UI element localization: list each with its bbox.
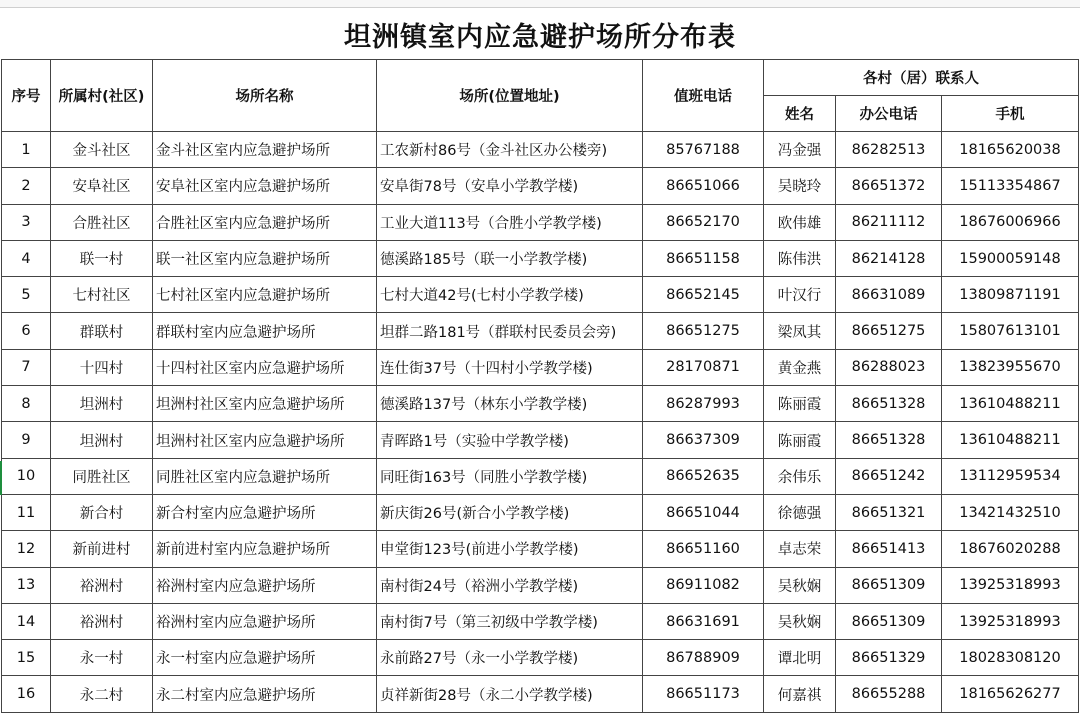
cell-office-phone[interactable]: 86651328: [836, 422, 942, 458]
cell-duty-phone[interactable]: 86652145: [643, 277, 764, 313]
cell-mobile[interactable]: 13823955670: [942, 349, 1079, 385]
cell-duty-phone[interactable]: 85767188: [643, 132, 764, 168]
table-row: [2, 386, 1079, 422]
header-contact-group[interactable]: 各村（居）联系人: [764, 60, 1079, 96]
cell-office-phone[interactable]: 86651329: [836, 640, 942, 676]
cell-address[interactable]: 申堂街123号(前进小学教学楼): [377, 531, 643, 567]
cell-village[interactable]: 裕洲村: [51, 567, 153, 603]
cell-seq[interactable]: 13: [2, 567, 51, 603]
cell-address[interactable]: 工业大道113号（合胜小学教学楼): [377, 204, 643, 240]
header-contact-name[interactable]: 姓名: [764, 96, 836, 132]
cell-name[interactable]: 金斗社区室内应急避护场所: [153, 132, 377, 168]
table-row: [2, 640, 1079, 676]
cell-mobile[interactable]: 15807613101: [942, 313, 1079, 349]
table-row: [2, 204, 1079, 240]
cell-office-phone[interactable]: 86631089: [836, 277, 942, 313]
cell-village[interactable]: 安阜社区: [51, 168, 153, 204]
header-address[interactable]: 场所(位置地址): [377, 60, 643, 132]
cell-office-phone[interactable]: 86651309: [836, 567, 942, 603]
cell-address[interactable]: 同旺街163号（同胜小学教学楼): [377, 458, 643, 494]
cell-office-phone[interactable]: 86214128: [836, 240, 942, 276]
cell-address[interactable]: 连仕街37号（十四村小学教学楼): [377, 349, 643, 385]
cell-mobile[interactable]: 13925318993: [942, 567, 1079, 603]
cell-contact-name[interactable]: 叶汉行: [764, 277, 836, 313]
cell-name[interactable]: 七村社区室内应急避护场所: [153, 277, 377, 313]
cell-mobile[interactable]: 13809871191: [942, 277, 1079, 313]
table-row: [2, 277, 1079, 313]
cell-name[interactable]: 永二村室内应急避护场所: [153, 676, 377, 712]
header-mobile[interactable]: 手机: [942, 96, 1079, 132]
cell-address[interactable]: 新庆街26号(新合小学教学楼): [377, 494, 643, 530]
cell-contact-name[interactable]: 冯金强: [764, 132, 836, 168]
cell-office-phone[interactable]: 86288023: [836, 349, 942, 385]
cell-duty-phone[interactable]: 86651158: [643, 240, 764, 276]
cell-village[interactable]: 坦洲村: [51, 386, 153, 422]
cell-name[interactable]: 裕洲村室内应急避护场所: [153, 603, 377, 639]
cell-office-phone[interactable]: 86655288: [836, 676, 942, 712]
cell-village[interactable]: 新合村: [51, 494, 153, 530]
cell-seq[interactable]: 5: [2, 277, 51, 313]
cell-village[interactable]: 新前进村: [51, 531, 153, 567]
cell-name[interactable]: 联一社区室内应急避护场所: [153, 240, 377, 276]
cell-name[interactable]: 安阜社区室内应急避护场所: [153, 168, 377, 204]
cell-seq[interactable]: 1: [2, 132, 51, 168]
cell-duty-phone[interactable]: 28170871: [643, 349, 764, 385]
cell-seq[interactable]: 7: [2, 349, 51, 385]
cell-contact-name[interactable]: 梁凤其: [764, 313, 836, 349]
cell-mobile[interactable]: 18676006966: [942, 204, 1079, 240]
cell-duty-phone[interactable]: 86652635: [643, 458, 764, 494]
cell-name[interactable]: 新前进村室内应急避护场所: [153, 531, 377, 567]
cell-seq[interactable]: 10: [2, 458, 51, 494]
cell-office-phone[interactable]: 86651413: [836, 531, 942, 567]
cell-address[interactable]: 安阜街78号（安阜小学教学楼): [377, 168, 643, 204]
cell-address[interactable]: 坦群二路181号（群联村民委员会旁): [377, 313, 643, 349]
spreadsheet-top-strip: [0, 0, 1080, 8]
cell-duty-phone[interactable]: 86651160: [643, 531, 764, 567]
cell-mobile[interactable]: 18028308120: [942, 640, 1079, 676]
cell-office-phone[interactable]: 86651309: [836, 603, 942, 639]
cell-seq[interactable]: 8: [2, 386, 51, 422]
cell-village[interactable]: 裕洲村: [51, 603, 153, 639]
table-row: [2, 676, 1079, 712]
cell-mobile[interactable]: 13925318993: [942, 603, 1079, 639]
cell-contact-name[interactable]: 徐德强: [764, 494, 836, 530]
cell-contact-name[interactable]: 吴秋娴: [764, 567, 836, 603]
cell-address[interactable]: 贞祥新街28号（永二小学教学楼): [377, 676, 643, 712]
cell-seq[interactable]: 11: [2, 494, 51, 530]
cell-name[interactable]: 永一村室内应急避护场所: [153, 640, 377, 676]
cell-office-phone[interactable]: 86651321: [836, 494, 942, 530]
cell-duty-phone[interactable]: 86637309: [643, 422, 764, 458]
table-row: [2, 531, 1079, 567]
cell-mobile[interactable]: 15900059148: [942, 240, 1079, 276]
cell-mobile[interactable]: 13610488211: [942, 386, 1079, 422]
cell-mobile[interactable]: 13112959534: [942, 458, 1079, 494]
cell-name[interactable]: 同胜社区室内应急避护场所: [153, 458, 377, 494]
header-office-phone[interactable]: 办公电话: [836, 96, 942, 132]
cell-contact-name[interactable]: 陈伟洪: [764, 240, 836, 276]
cell-village[interactable]: 合胜社区: [51, 204, 153, 240]
row-selection-marker: [0, 461, 2, 495]
table-row: [2, 567, 1079, 603]
cell-name[interactable]: 十四村社区室内应急避护场所: [153, 349, 377, 385]
table-row: [2, 168, 1079, 204]
cell-contact-name[interactable]: 黄金燕: [764, 349, 836, 385]
cell-name[interactable]: 坦洲村社区室内应急避护场所: [153, 386, 377, 422]
cell-village[interactable]: 七村社区: [51, 277, 153, 313]
cell-mobile[interactable]: 18165626277: [942, 676, 1079, 712]
table-row: [2, 132, 1079, 168]
table-row: [2, 240, 1079, 276]
cell-contact-name[interactable]: 陈丽霞: [764, 386, 836, 422]
header-village[interactable]: 所属村(社区): [51, 60, 153, 132]
cell-contact-name[interactable]: 陈丽霞: [764, 422, 836, 458]
cell-village[interactable]: 永二村: [51, 676, 153, 712]
cell-seq[interactable]: 14: [2, 603, 51, 639]
cell-seq[interactable]: 9: [2, 422, 51, 458]
cell-name[interactable]: 裕洲村室内应急避护场所: [153, 567, 377, 603]
cell-address[interactable]: 永前路27号（永一小学教学楼): [377, 640, 643, 676]
cell-village[interactable]: 同胜社区: [51, 458, 153, 494]
shelter-table: [1, 59, 1079, 713]
cell-village[interactable]: 永一村: [51, 640, 153, 676]
cell-address[interactable]: 七村大道42号(七村小学教学楼): [377, 277, 643, 313]
cell-address[interactable]: 南村街24号（裕洲小学教学楼): [377, 567, 643, 603]
cell-name[interactable]: 合胜社区室内应急避护场所: [153, 204, 377, 240]
cell-village[interactable]: 金斗社区: [51, 132, 153, 168]
table-body: [2, 132, 1079, 713]
cell-name[interactable]: 群联村室内应急避护场所: [153, 313, 377, 349]
header-duty-phone[interactable]: 值班电话: [643, 60, 764, 132]
cell-village[interactable]: 坦洲村: [51, 422, 153, 458]
cell-address[interactable]: 青晖路1号（实验中学教学楼): [377, 422, 643, 458]
cell-seq[interactable]: 16: [2, 676, 51, 712]
cell-address[interactable]: 工农新村86号（金斗社区办公楼旁): [377, 132, 643, 168]
cell-mobile[interactable]: 15113354867: [942, 168, 1079, 204]
table-row: [2, 422, 1079, 458]
cell-duty-phone[interactable]: 86631691: [643, 603, 764, 639]
cell-office-phone[interactable]: 86651372: [836, 168, 942, 204]
cell-duty-phone[interactable]: 86651044: [643, 494, 764, 530]
cell-office-phone[interactable]: 86282513: [836, 132, 942, 168]
cell-village[interactable]: 联一村: [51, 240, 153, 276]
cell-duty-phone[interactable]: 86788909: [643, 640, 764, 676]
cell-village[interactable]: 群联村: [51, 313, 153, 349]
cell-mobile[interactable]: 13610488211: [942, 422, 1079, 458]
header-seq[interactable]: 序号: [2, 60, 51, 132]
table-row: [2, 458, 1079, 494]
cell-contact-name[interactable]: 吴秋娴: [764, 603, 836, 639]
table-title: 坦洲镇室内应急避护场所分布表: [344, 21, 736, 53]
cell-mobile[interactable]: 18676020288: [942, 531, 1079, 567]
cell-name[interactable]: 坦洲村社区室内应急避护场所: [153, 422, 377, 458]
cell-duty-phone[interactable]: 86651066: [643, 168, 764, 204]
cell-seq[interactable]: 3: [2, 204, 51, 240]
cell-duty-phone[interactable]: 86652170: [643, 204, 764, 240]
cell-office-phone[interactable]: 86651328: [836, 386, 942, 422]
cell-address[interactable]: 德溪路185号（联一小学教学楼): [377, 240, 643, 276]
cell-office-phone[interactable]: 86211112: [836, 204, 942, 240]
cell-address[interactable]: 南村街7号（第三初级中学教学楼): [377, 603, 643, 639]
header-name[interactable]: 场所名称: [153, 60, 377, 132]
cell-contact-name[interactable]: 吴晓玲: [764, 168, 836, 204]
cell-seq[interactable]: 15: [2, 640, 51, 676]
cell-office-phone[interactable]: 86651275: [836, 313, 942, 349]
cell-seq[interactable]: 4: [2, 240, 51, 276]
cell-seq[interactable]: 2: [2, 168, 51, 204]
cell-address[interactable]: 德溪路137号（林东小学教学楼): [377, 386, 643, 422]
cell-name[interactable]: 新合村室内应急避护场所: [153, 494, 377, 530]
cell-village[interactable]: 十四村: [51, 349, 153, 385]
cell-seq[interactable]: 12: [2, 531, 51, 567]
table-row: [2, 313, 1079, 349]
cell-contact-name[interactable]: 卓志荣: [764, 531, 836, 567]
cell-contact-name[interactable]: 余伟乐: [764, 458, 836, 494]
table-row: [2, 494, 1079, 530]
cell-contact-name[interactable]: 谭北明: [764, 640, 836, 676]
cell-duty-phone[interactable]: 86651275: [643, 313, 764, 349]
table-row: [2, 603, 1079, 639]
cell-contact-name[interactable]: 何嘉祺: [764, 676, 836, 712]
cell-mobile[interactable]: 18165620038: [942, 132, 1079, 168]
cell-mobile[interactable]: 13421432510: [942, 494, 1079, 530]
cell-contact-name[interactable]: 欧伟雄: [764, 204, 836, 240]
cell-duty-phone[interactable]: 86287993: [643, 386, 764, 422]
cell-office-phone[interactable]: 86651242: [836, 458, 942, 494]
cell-duty-phone[interactable]: 86911082: [643, 567, 764, 603]
table-row: [2, 349, 1079, 385]
cell-duty-phone[interactable]: 86651173: [643, 676, 764, 712]
cell-seq[interactable]: 6: [2, 313, 51, 349]
